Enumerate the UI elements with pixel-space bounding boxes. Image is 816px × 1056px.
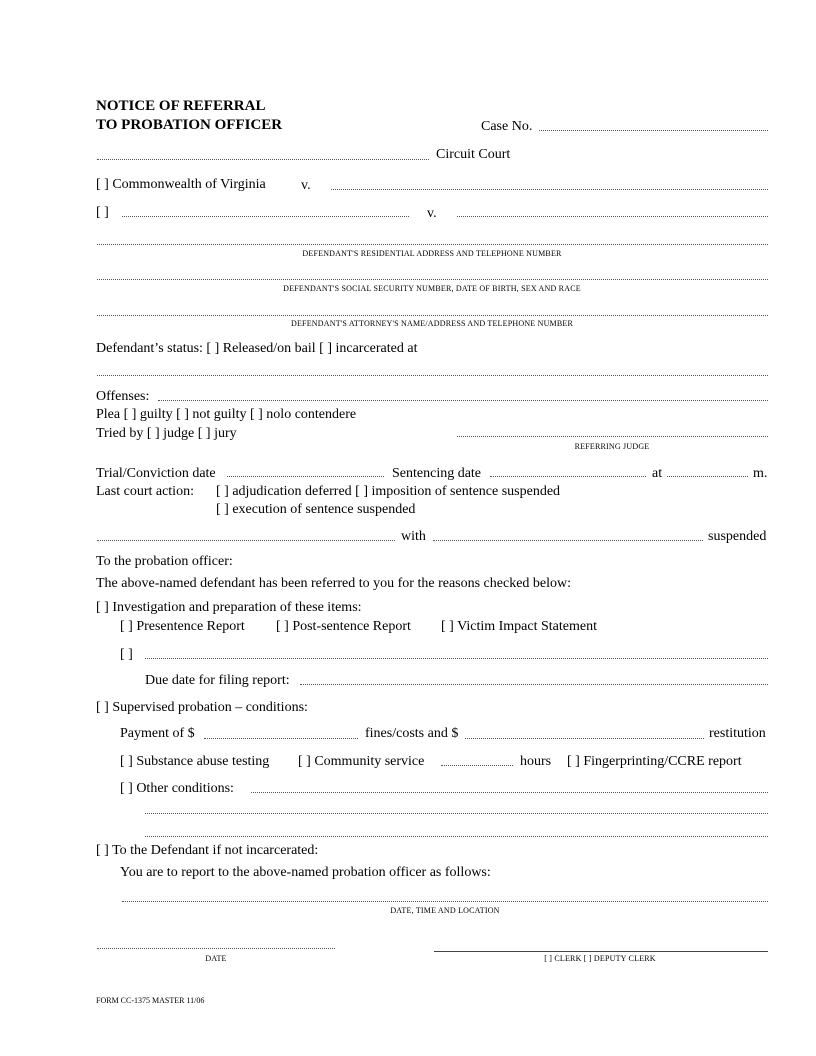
offenses-label: Offenses:	[96, 389, 150, 404]
defendant-status-line[interactable]: Defendant’s status: [ ] Released/on bail [ ] incarcerated at	[96, 341, 418, 356]
restitution-amount-field[interactable]	[465, 738, 704, 739]
circuit-court-label: Circuit Court	[436, 147, 511, 162]
incarcerated-at-field[interactable]	[97, 375, 768, 376]
case-no-field[interactable]	[539, 130, 768, 131]
referring-judge-field[interactable]	[457, 436, 768, 437]
plea-line[interactable]: Plea [ ] guilty [ ] not guilty [ ] nolo contendere	[96, 407, 357, 422]
other-conditions-field-3[interactable]	[145, 836, 768, 837]
other-conditions-checkbox[interactable]: [ ] Other conditions:	[120, 781, 234, 796]
other-defendant-field[interactable]	[457, 216, 768, 217]
clerk-caption[interactable]: [ ] CLERK [ ] DEPUTY CLERK	[544, 954, 656, 963]
fines-costs-label: fines/costs and $	[365, 726, 459, 741]
sentence-field[interactable]	[97, 540, 395, 541]
form-title-line-1: NOTICE OF REFERRAL	[96, 98, 266, 114]
referred-text: The above-named defendant has been referred to you for the reasons checked below:	[96, 576, 572, 591]
residential-address-field[interactable]	[97, 244, 768, 245]
case-no-label: Case No.	[481, 119, 533, 134]
sentencing-time-field[interactable]	[667, 476, 748, 477]
presentence-report-checkbox[interactable]: [ ] Presentence Report	[120, 619, 245, 634]
to-probation-officer: To the probation officer:	[96, 554, 233, 569]
other-conditions-field-1[interactable]	[251, 792, 768, 793]
report-date-time-location-field[interactable]	[122, 901, 768, 902]
offenses-field[interactable]	[158, 400, 768, 401]
due-date-field[interactable]	[300, 684, 768, 685]
other-conditions-field-2[interactable]	[145, 813, 768, 814]
suspended-amount-field[interactable]	[433, 540, 703, 541]
v-label-2: v.	[427, 206, 437, 221]
commonwealth-checkbox-label[interactable]: [ ] Commonwealth of Virginia	[96, 177, 266, 192]
signature-date-field[interactable]	[97, 948, 335, 949]
defendant-name-field[interactable]	[331, 189, 768, 190]
community-hours-field[interactable]	[441, 765, 513, 766]
execution-suspended-option[interactable]: [ ] execution of sentence suspended	[216, 502, 416, 517]
form-number: FORM CC-1375 MASTER 11/06	[96, 996, 205, 1005]
sentencing-date-field[interactable]	[490, 476, 646, 477]
fines-amount-field[interactable]	[204, 738, 358, 739]
sentencing-date-label: Sentencing date	[392, 466, 482, 481]
meridiem-label: m.	[753, 466, 768, 481]
report-instruction-text: You are to report to the above-named probation officer as follows:	[120, 865, 491, 880]
other-plaintiff-field[interactable]	[122, 216, 409, 217]
other-item-checkbox[interactable]: [ ]	[120, 647, 133, 662]
victim-impact-checkbox[interactable]: [ ] Victim Impact Statement	[441, 619, 597, 634]
trial-date-field[interactable]	[227, 476, 384, 477]
hours-label: hours	[520, 754, 552, 769]
other-plaintiff-checkbox[interactable]: [ ]	[96, 205, 109, 220]
supervised-probation-checkbox[interactable]: [ ] Supervised probation – conditions:	[96, 700, 308, 715]
to-defendant-checkbox[interactable]: [ ] To the Defendant if not incarcerated:	[96, 843, 319, 858]
restitution-label: restitution	[709, 726, 766, 741]
post-sentence-report-checkbox[interactable]: [ ] Post-sentence Report	[276, 619, 411, 634]
date-caption: DATE	[205, 954, 227, 963]
residential-address-caption: DEFENDANT'S RESIDENTIAL ADDRESS AND TELEPHONE NUMBER	[302, 249, 562, 258]
attorney-caption: DEFENDANT'S ATTORNEY'S NAME/ADDRESS AND TELEPHONE NUMBER	[290, 319, 574, 328]
substance-abuse-checkbox[interactable]: [ ] Substance abuse testing	[120, 754, 270, 769]
at-label: at	[652, 466, 663, 481]
community-service-checkbox[interactable]: [ ] Community service	[298, 754, 425, 769]
clerk-signature-line[interactable]	[434, 951, 768, 952]
adjudication-options[interactable]: [ ] adjudication deferred [ ] imposition of sentence suspended	[216, 484, 561, 499]
ssn-dob-caption: DEFENDANT'S SOCIAL SECURITY NUMBER, DATE OF BIRTH, SEX AND RACE	[283, 284, 581, 293]
circuit-court-field[interactable]	[97, 159, 429, 160]
fingerprinting-checkbox[interactable]: [ ] Fingerprinting/CCRE report	[567, 754, 742, 769]
trial-date-label: Trial/Conviction date	[96, 466, 216, 481]
v-label-1: v.	[301, 178, 311, 193]
with-label: with	[401, 529, 426, 544]
date-time-location-caption: DATE, TIME AND LOCATION	[390, 906, 500, 915]
suspended-label: suspended	[708, 529, 767, 544]
attorney-field[interactable]	[97, 315, 768, 316]
investigation-checkbox[interactable]: [ ] Investigation and preparation of these items:	[96, 600, 362, 615]
due-date-label: Due date for filing report:	[145, 673, 290, 688]
referring-judge-caption: REFERRING JUDGE	[574, 442, 650, 451]
ssn-dob-field[interactable]	[97, 279, 768, 280]
tried-by-line[interactable]: Tried by [ ] judge [ ] jury	[96, 426, 237, 441]
other-item-field[interactable]	[145, 658, 768, 659]
payment-label: Payment of $	[120, 726, 195, 741]
form-title-line-2: TO PROBATION OFFICER	[96, 117, 283, 133]
last-court-action-label: Last court action:	[96, 484, 194, 499]
